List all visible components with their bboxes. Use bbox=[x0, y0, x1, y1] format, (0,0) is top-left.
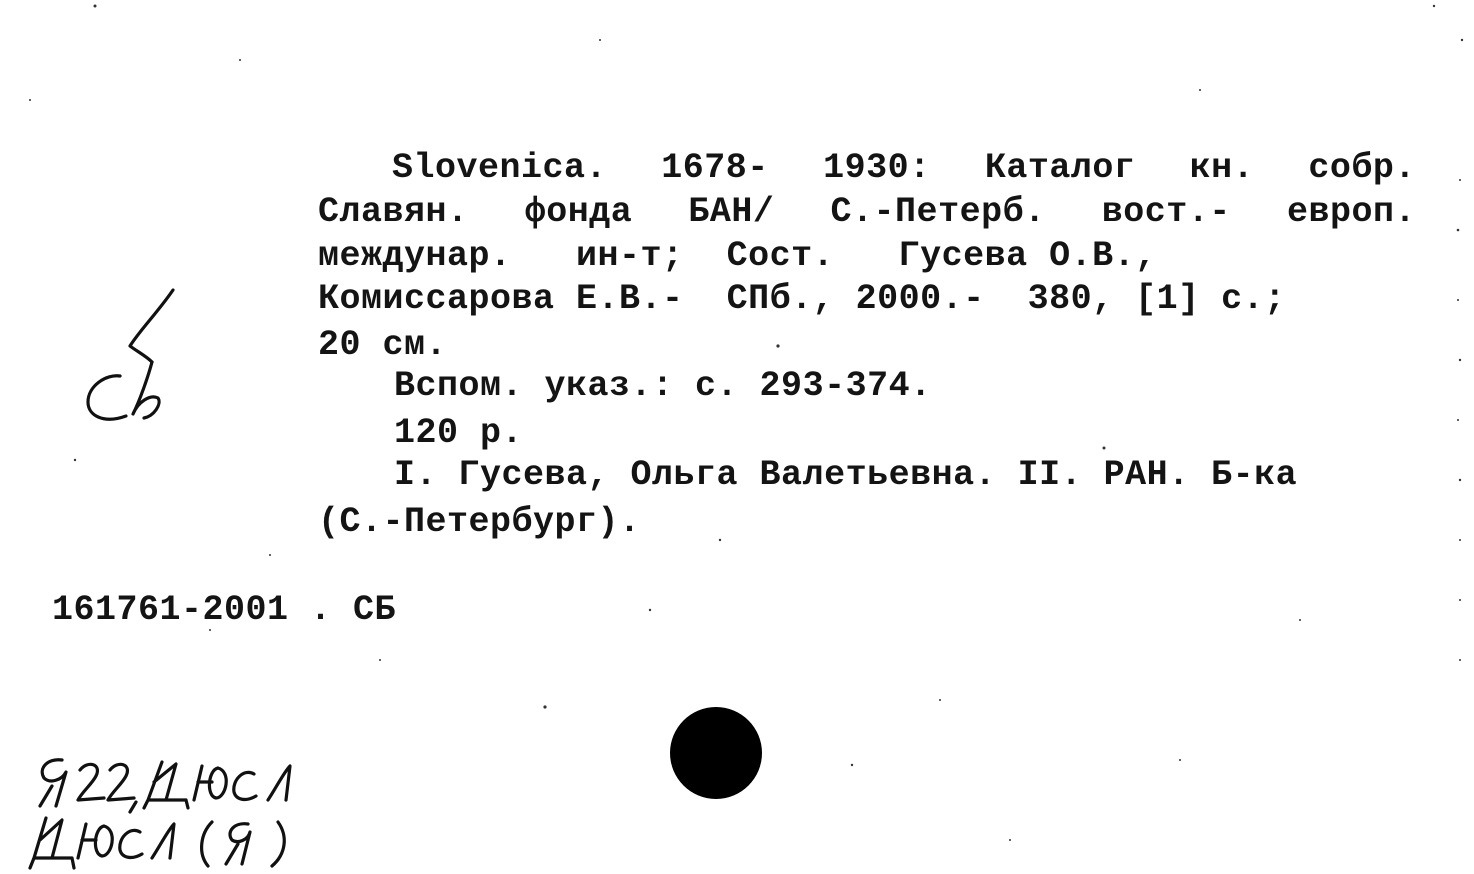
accession-number: 161761-2001 . СБ bbox=[52, 590, 397, 630]
word: Славян. bbox=[318, 192, 469, 232]
word: Slovenica. bbox=[392, 148, 608, 188]
title-line-1 bbox=[392, 146, 1416, 190]
physical-description: 20 см. bbox=[318, 325, 448, 365]
word: вост.- bbox=[1101, 192, 1231, 232]
word: кн. bbox=[1189, 148, 1255, 188]
title-line-4: Комиссарова Е.В.- СПб., 2000.- 380, [1] с.; bbox=[318, 279, 1286, 319]
index-note: Вспом. указ.: с. 293-374. bbox=[394, 366, 932, 406]
handwritten-mark-sb bbox=[78, 282, 208, 442]
word: 1930: bbox=[823, 148, 931, 188]
word: БАН/ bbox=[688, 192, 775, 232]
title-line-3: междунар. ин-т; Сост. Гусева О.В., bbox=[318, 236, 1157, 276]
word: фонда bbox=[524, 192, 633, 232]
price: 120 р. bbox=[394, 413, 524, 453]
word: С.-Петерб. bbox=[830, 192, 1046, 232]
word: европ. bbox=[1286, 192, 1416, 232]
word: 1678- bbox=[661, 148, 769, 188]
word: Каталог bbox=[984, 148, 1136, 188]
handwritten-shelfmark bbox=[22, 748, 322, 873]
tracings-continued: (С.-Петербург). bbox=[318, 502, 641, 542]
tracings: I. Гусева, Ольга Валетьевна. II. РАН. Б-ка bbox=[394, 455, 1298, 495]
card-punch-hole bbox=[670, 707, 762, 799]
word: собр. bbox=[1308, 148, 1416, 188]
title-line-2 bbox=[318, 190, 1416, 234]
